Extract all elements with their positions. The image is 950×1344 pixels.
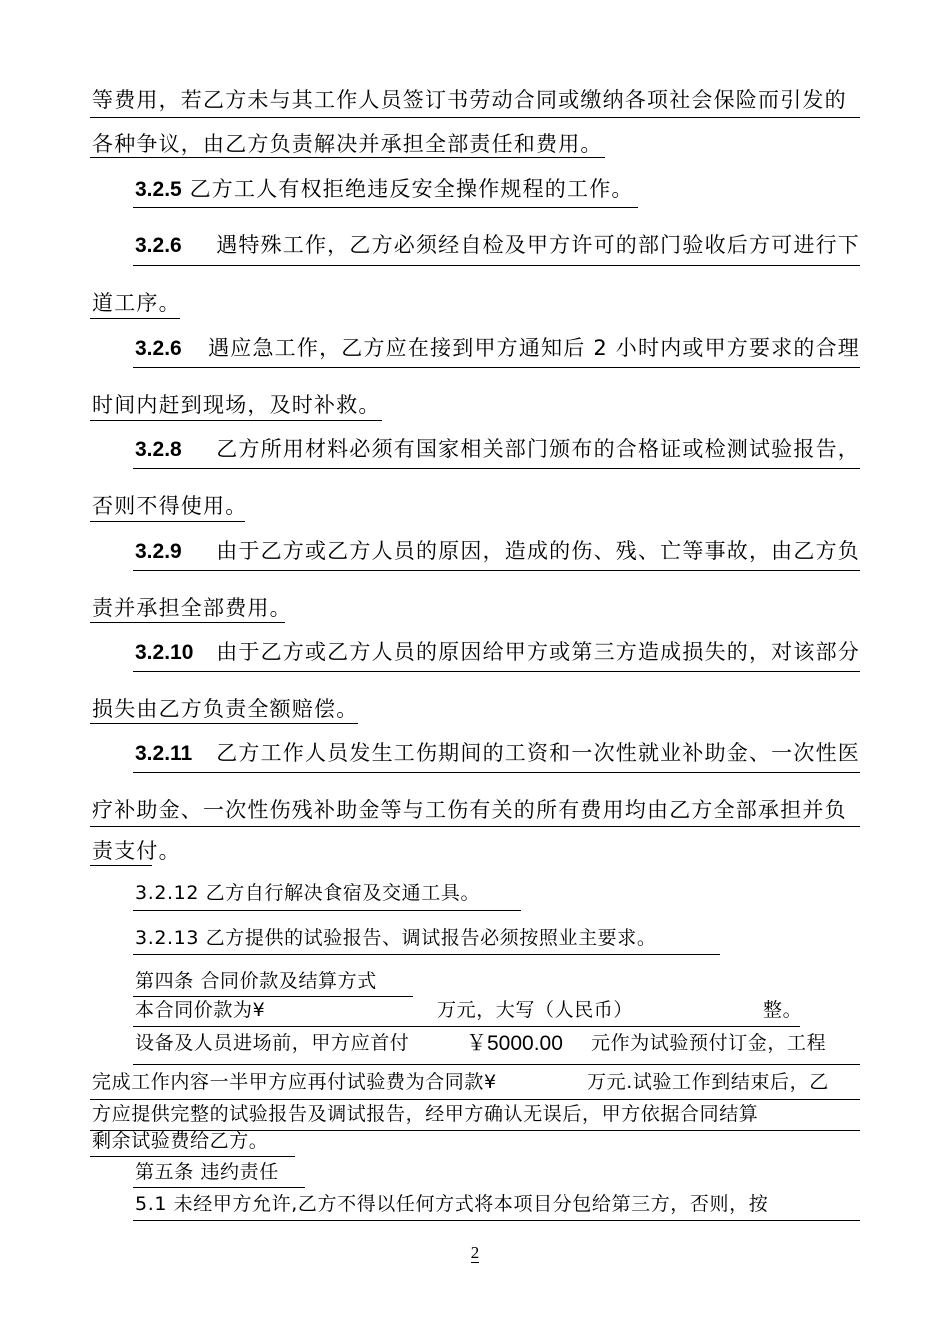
clause-3-2-11-line-1 [135, 743, 860, 764]
underline [133, 1026, 800, 1027]
clause-text: 疗补助金、一次性伤残补助金等与工伤有关的所有费用均由乙方全部承担并负 [92, 798, 847, 822]
underline [133, 570, 860, 571]
underline [90, 117, 860, 118]
amount-value: ￥5000.00 [466, 1032, 563, 1055]
clause-3-2-5 [135, 179, 634, 200]
underline [133, 207, 638, 208]
underline [133, 468, 860, 469]
clause-3-2-6b-line-2: 时间内赶到现场，及时补救。 [92, 393, 381, 417]
underline [90, 521, 245, 522]
clause-number: 3.2.11 [135, 742, 193, 765]
clause-3-2-12: 3.2.12 乙方自行解决食宿及交通工具。 [135, 882, 481, 904]
underline [133, 1064, 860, 1065]
clause-3-2-9-line-1 [135, 541, 860, 562]
underline [133, 671, 860, 672]
price-in-words-label: 万元，大写（人民币） [437, 999, 634, 1021]
underline [90, 1099, 860, 1100]
payment-text: 万元.试验工作到结束后，乙 [587, 1071, 829, 1093]
price-suffix: 整。 [763, 999, 803, 1021]
payment-line-3 [92, 1105, 860, 1124]
clause-number: 3.2.10 [135, 641, 194, 664]
clause-3-2-11-line-3: 责支付。 [92, 839, 181, 863]
clause-number: 3.2.6 [135, 337, 182, 360]
clause-3-2-6a-line-2: 道工序。 [92, 291, 181, 315]
clause-number: 3.2.6 [135, 234, 182, 257]
underline [133, 265, 860, 266]
underline [90, 865, 152, 866]
underline [90, 826, 860, 827]
clause-text: 乙方所用材料必须有国家相关部门颁布的合格证或检测试验报告， [216, 437, 860, 461]
page-number [0, 1243, 950, 1263]
clause-3-2-10-line-2: 损失由乙方负责全额赔偿。 [92, 697, 359, 721]
payment-line-2b [587, 1073, 860, 1092]
clause-text: 5.1 未经甲方允许,乙方不得以任何方式将本项目分包给第三方，否则，按 [135, 1193, 769, 1215]
payment-line-1-end [591, 1034, 860, 1053]
price-label: 本合同价款为¥ [135, 999, 266, 1021]
underline [133, 367, 860, 368]
clause-text: 等费用，若乙方未与其工作人员签订书劳动合同或缴纳各项社会保险而引发的 [92, 88, 847, 112]
article-4-heading: 第四条 合同价款及结算方式 [135, 970, 377, 992]
underline [133, 1187, 305, 1188]
clause-3-2-10-line-1 [135, 642, 860, 663]
clause-3-2-8-line-1 [135, 439, 860, 460]
clause-number: 3.2.8 [135, 438, 182, 461]
clause-text: 遇应急工作，乙方应在接到甲方通知后 2 小时内或甲方要求的合理 [208, 336, 860, 360]
prepayment-amount [466, 1033, 563, 1054]
underline [133, 1220, 860, 1221]
clause-number: 3.2.9 [135, 540, 182, 563]
clause-text: 由于乙方或乙方人员的原因，造成的伤、残、亡等事故，由乙方负 [216, 539, 860, 563]
underline [90, 318, 180, 319]
payment-line-1 [135, 1034, 409, 1053]
payment-text: 设备及人员进场前，甲方应首付 [135, 1032, 410, 1054]
payment-text: 方应提供完整的试验报告及调试报告，经甲方确认无误后，甲方依据合同结算 [92, 1103, 759, 1125]
clause-3-2-8-line-2: 否则不得使用。 [92, 494, 248, 518]
clause-text: 乙方工人有权拒绝违反安全操作规程的工作。 [189, 177, 634, 201]
clause-3-2-13: 3.2.13 乙方提供的试验报告、调试报告必须按照业主要求。 [135, 927, 657, 949]
clause-3-2-6b-line-1 [135, 338, 860, 359]
underline [133, 910, 521, 911]
underline [90, 420, 382, 421]
clause-text: 遇特殊工作，乙方必须经自检及甲方许可的部门验收后方可进行下 [216, 233, 860, 257]
payment-line-2a: 完成工作内容一半甲方应再付试验费为合同款¥ [92, 1071, 497, 1093]
payment-text: 元作为试验预付订金，工程 [591, 1032, 827, 1054]
underline [133, 996, 413, 997]
page-number-value: 2 [470, 1243, 480, 1262]
clause-3-2-4-line-2: 各种争议，由乙方负责解决并承担全部责任和费用。 [92, 132, 603, 156]
article-5-heading: 第五条 违约责任 [135, 1161, 279, 1183]
underline [133, 772, 860, 773]
clause-3-2-4-line-1 [92, 90, 860, 111]
payment-line-4: 剩余试验费给乙方。 [92, 1130, 269, 1152]
underline [90, 1156, 295, 1157]
clause-5-1 [135, 1195, 860, 1214]
clause-3-2-9-line-2: 责并承担全部费用。 [92, 596, 292, 620]
clause-3-2-11-line-2 [92, 800, 860, 821]
underline [90, 157, 605, 158]
underline [133, 954, 720, 955]
clause-number: 3.2.5 [135, 178, 182, 201]
clause-text: 由于乙方或乙方人员的原因给甲方或第三方造成损失的，对该部分 [216, 640, 860, 664]
clause-3-2-6a-line-1 [135, 235, 860, 256]
underline [90, 622, 285, 623]
clause-text: 乙方工作人员发生工伤期间的工资和一次性就业补助金、一次性医 [216, 741, 860, 765]
underline [90, 723, 358, 724]
